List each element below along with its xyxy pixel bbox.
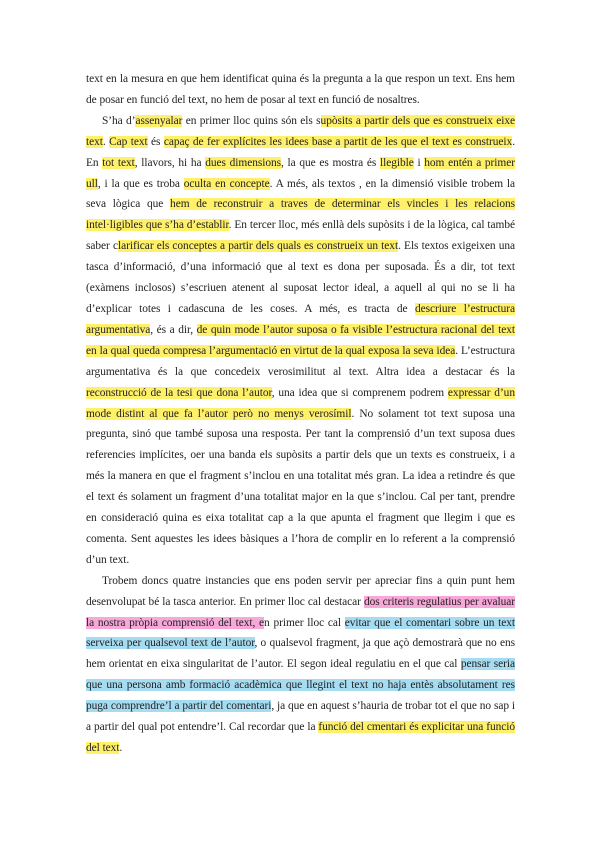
- highlight-yellow: funció del cmentari és explicitar una funció del text: [86, 721, 515, 754]
- text-run: , la que es mostra és: [281, 156, 380, 169]
- highlight-yellow: llegible: [379, 156, 414, 169]
- highlight-yellow: reconstrucció de la tesi que dona l’autor: [86, 386, 272, 399]
- highlight-yellow: capaç de fer explícites les idees base a partit de les que el text es construeix: [163, 135, 513, 148]
- text-run: . Els textos exigeixen una tasca d’informació, d’una informació que al text es dona per suposada. És a dir, tot text (exàmens inclosos) s’escriuen atenent al suposat lector ideal, a aquell al qui no se li ha d’explicar totes i cadascuna de les coses. A més, es tracta de: [86, 240, 515, 315]
- highlight-yellow: Cap text: [109, 135, 148, 148]
- highlight-yellow: hom entén a primer ull: [86, 156, 515, 190]
- highlight-yellow: hem de reconstruir a traves de determinar els vincles i les relacions intel·ligibles que s’ha d’establir: [86, 198, 515, 232]
- text-run: en primer lloc quins són els s: [182, 114, 321, 127]
- highlight-yellow: descriure l’estructura argumentativa: [86, 302, 515, 336]
- highlight-yellow: tot text: [102, 156, 135, 169]
- highlight-yellow: de quin mode l’autor suposa o fa visible l’estructura racional del text en la qual queda compresa l’argumentació en virtut de la qual exposa la seva idea: [86, 323, 515, 357]
- text-run: , una idea que si comprenem podrem: [271, 386, 448, 399]
- text-run: . En: [86, 135, 515, 169]
- text-run: .: [102, 135, 110, 148]
- highlight-yellow: oculta en concepte: [183, 177, 270, 190]
- paragraph: [86, 571, 515, 759]
- highlight-yellow: dues dimensions: [205, 156, 282, 169]
- highlight-blue: pensar seria que una persona amb formació acadèmica que llegint el text no haja entès absolutament res puga comprendre’l a partir del comentari: [86, 658, 515, 713]
- text-run: .: [119, 742, 123, 754]
- text-run: , ja que en aquest s’hauria de trobar tot el que no sap i a partir del qual pot entendre’l. Cal recordar que la: [86, 700, 515, 734]
- text-run: , i la que es troba: [97, 177, 184, 190]
- highlight-blue: evitar que el comentari sobre un text serveixa per qualsevol text de l’autor: [86, 616, 515, 650]
- text-run: . En tercer lloc, més enllà dels supòsits i de la lògica, cal també saber c: [86, 219, 515, 253]
- text-run: text en la mesura en que hem identificat quina és la pregunta a la que respon un text. Ens hem de posar en funció del text, no hem de posar al text en funció de nosaltres.: [86, 73, 515, 106]
- highlight-yellow: upòsits a partir dels que es construeix eixe text: [86, 114, 515, 148]
- text-run: , o qualsevol fragment, ja que açò demostrarà que no ens hem orientat en eixa singularitat de l’autor. El segon ideal regulatiu en el que cal: [86, 637, 515, 671]
- text-run: . A més, als textos , en la dimensió visible trobem la seva lògica que: [86, 177, 515, 211]
- highlight-pink: dos criteris regulatius per avaluar la nostra pròpia comprensió del text, e: [86, 595, 515, 629]
- highlight-yellow: expressar d’un mode distint al que fa l’autor però no menys verosímil: [86, 386, 515, 420]
- highlight-yellow: assenyalar: [135, 114, 183, 127]
- text-run: . No solament tot text suposa una pregunta, sinó que també suposa una resposta. Per tant la comprensió d’un text suposa dues referencies implícites, oer una banda els supòsits a partir dels que un texts es construeix, i a més la manera en que el fragment s’inclou en una totalitat més gran. La idea a retindre és que el text és solament un fragment d’una totalitat major en la que s’inclou. Cal per tant, prendre en consideració quina es eixa totalitat cap a la que apunta el fragment que llegim i que es comenta. Sent aquestes les idees bàsiques a l’hora de complir en lo referent a la comprensió d’un text.: [86, 407, 516, 566]
- paragraph: [86, 111, 515, 571]
- text-run: S’ha d’: [102, 114, 136, 127]
- highlight-yellow: larificar els conceptes a partir dels quals es construeix un text: [117, 240, 399, 253]
- text-run: , és a dir,: [150, 323, 197, 336]
- paragraph: [86, 69, 515, 111]
- text-run: . L’estructura argumentativa és la que concedeix verosimilitut al text. Altra idea a destacar és la: [86, 344, 515, 378]
- text-run: n primer lloc cal: [264, 616, 345, 629]
- text-run: és: [147, 135, 164, 148]
- body-text: [86, 69, 515, 759]
- text-run: , llavors, hi ha: [134, 156, 206, 169]
- text-run: Trobem doncs quatre instancies que ens poden servir per apreciar fins a quin punt hem desenvolupat bé la tasca anterior. En primer lloc cal destacar: [86, 574, 515, 608]
- text-run: i: [413, 156, 425, 169]
